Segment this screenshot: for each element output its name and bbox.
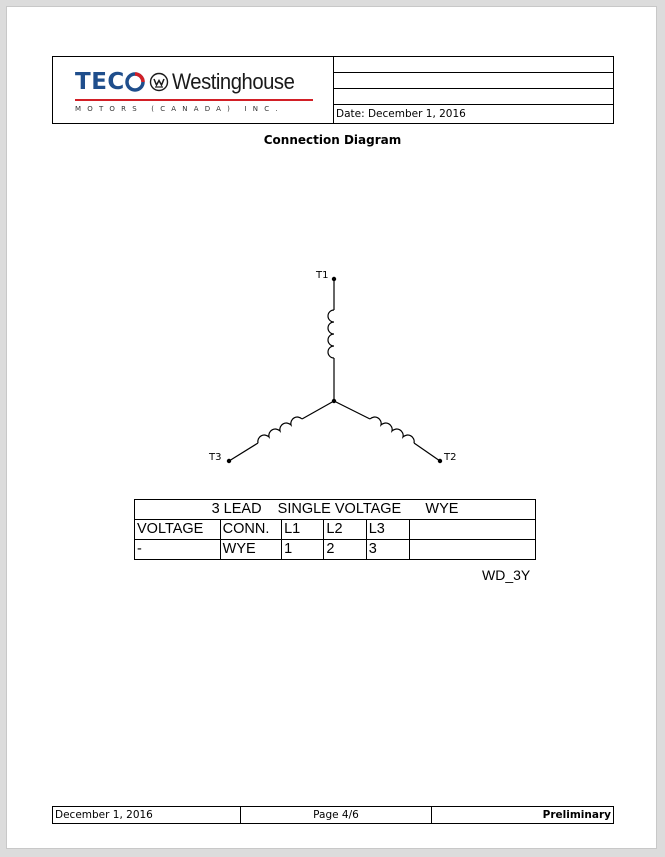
- t3-center-line: [302, 401, 334, 419]
- t1-terminal-dot: [332, 277, 336, 281]
- t3-lead-line: [229, 443, 258, 461]
- footer-date: December 1, 2016: [53, 807, 241, 823]
- t2-terminal-dot: [438, 459, 442, 463]
- t3-winding-coil: [258, 417, 302, 443]
- brand-teco: TEC: [75, 69, 125, 95]
- t2-label: T2: [444, 452, 457, 463]
- col-blank: [410, 520, 536, 540]
- col-conn: CONN.: [220, 520, 281, 540]
- neutral-junction-dot: [332, 399, 336, 403]
- connection-table: [134, 499, 536, 560]
- t2-lead-line: [414, 443, 440, 461]
- cell-voltage: -: [135, 540, 221, 560]
- col-l1: L1: [282, 520, 324, 540]
- cell-l3: 3: [366, 540, 409, 560]
- t3-terminal-dot: [227, 459, 231, 463]
- table-heading-row: [135, 500, 536, 520]
- t2-center-line: [334, 401, 370, 419]
- t3-label: T3: [209, 452, 222, 463]
- col-voltage: VOLTAGE: [135, 520, 221, 540]
- page-title: Connection Diagram: [263, 133, 402, 147]
- brand-tagline: MOTORS (CANADA) INC.: [75, 105, 284, 113]
- cell-blank: [410, 540, 536, 560]
- cell-l1: 1: [282, 540, 324, 560]
- footer-page-number: Page 4/6: [241, 807, 432, 823]
- document-footer: [52, 806, 614, 824]
- footer-status: Preliminary: [542, 809, 611, 821]
- brand-westinghouse: Westinghouse: [171, 69, 295, 94]
- col-l2: L2: [324, 520, 366, 540]
- cell-conn: WYE: [220, 540, 281, 560]
- table-row: [135, 540, 536, 560]
- drawing-code: WD_3Y: [482, 567, 531, 583]
- t1-winding-coil: [328, 310, 334, 358]
- table-heading: 3 LEAD SINGLE VOLTAGE WYE: [135, 500, 536, 520]
- document-page: [6, 6, 657, 849]
- col-l3: L3: [366, 520, 409, 540]
- table-header-row: [135, 520, 536, 540]
- cell-l2: 2: [324, 540, 366, 560]
- header-date: Date: December 1, 2016: [336, 108, 466, 120]
- t2-winding-coil: [370, 417, 414, 443]
- t1-label: T1: [316, 270, 329, 281]
